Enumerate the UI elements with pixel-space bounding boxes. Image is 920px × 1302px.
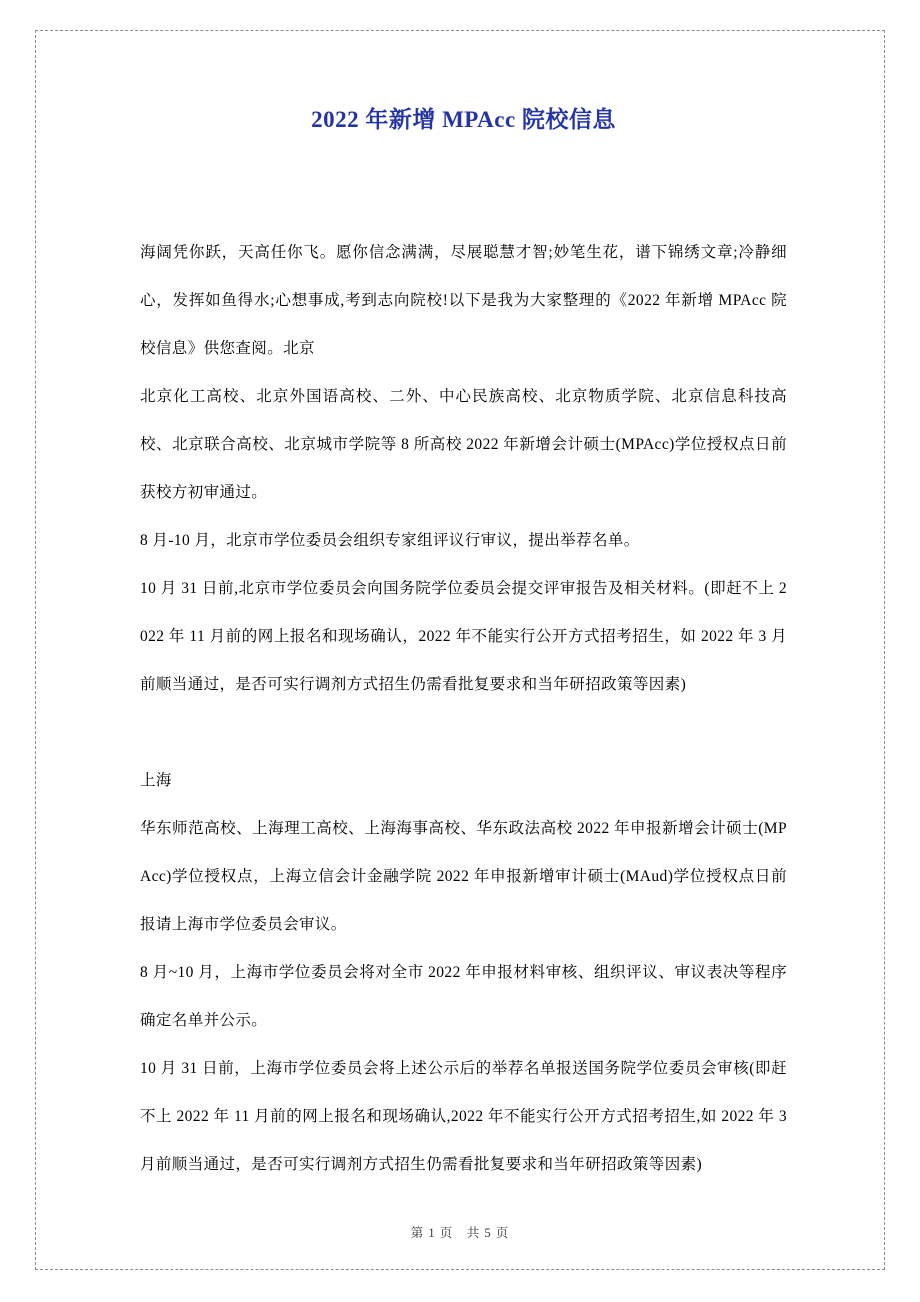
paragraph-shanghai-schools: 华东师范高校、上海理工高校、上海海事高校、华东政法高校 2022 年申报新增会计硕士(MPAcc)学位授权点，上海立信会计金融学院 2022 年申报新增审计硕士(MAud)学位授权点日前报请上海市学位委员会审议。 — [140, 820, 787, 933]
paragraph-intro: 海阔凭你跃，天高任你飞。愿你信念满满，尽展聪慧才智;妙笔生花，谱下锦绣文章;冷静细心，发挥如鱼得水;心想事成,考到志向院校!以下是我为大家整理的《2022 年新增 MPAcc 院校信息》供您查阅。北京 — [140, 244, 787, 357]
page-footer: 第 1 页 共 5 页 — [410, 1226, 510, 1240]
document-content — [140, 101, 787, 1189]
paragraph-blank — [140, 709, 787, 757]
paragraph-beijing-timeline-1: 8 月-10 月，北京市学位委员会组织专家组评议行审议，提出举荐名单。 — [140, 532, 640, 549]
document-title: 2022 年新增 MPAcc 院校信息 — [311, 107, 616, 132]
paragraph-beijing-timeline-2: 10 月 31 日前,北京市学位委员会向国务院学位委员会提交评审报告及相关材料。(即赶不上 2022 年 11 月前的网上报名和现场确认，2022 年不能实行公开方式招考招生，如 2022 年 3 月前顺当通过，是否可实行调剂方式招生仍需看批复要求和当年研招政策等因素) — [140, 580, 787, 693]
paragraph-beijing-schools: 北京化工高校、北京外国语高校、二外、中心民族高校、北京物质学院、北京信息科技高校、北京联合高校、北京城市学院等 8 所高校 2022 年新增会计硕士(MPAcc)学位授权点日前获校方初审通过。 — [140, 388, 787, 501]
paragraph-shanghai-heading: 上海 — [140, 772, 172, 789]
paragraph-shanghai-timeline-2: 10 月 31 日前，上海市学位委员会将上述公示后的举荐名单报送国务院学位委员会审核(即赶不上 2022 年 11 月前的网上报名和现场确认,2022 年不能实行公开方式招考招生,如 2022 年 3 月前顺当通过，是否可实行调剂方式招生仍需看批复要求和当年研招政策等因素) — [140, 1060, 787, 1173]
page-border — [35, 30, 885, 1270]
paragraph-shanghai-timeline-1: 8 月~10 月，上海市学位委员会将对全市 2022 年申报材料审核、组织评议、审议表决等程序确定名单并公示。 — [140, 964, 787, 1029]
